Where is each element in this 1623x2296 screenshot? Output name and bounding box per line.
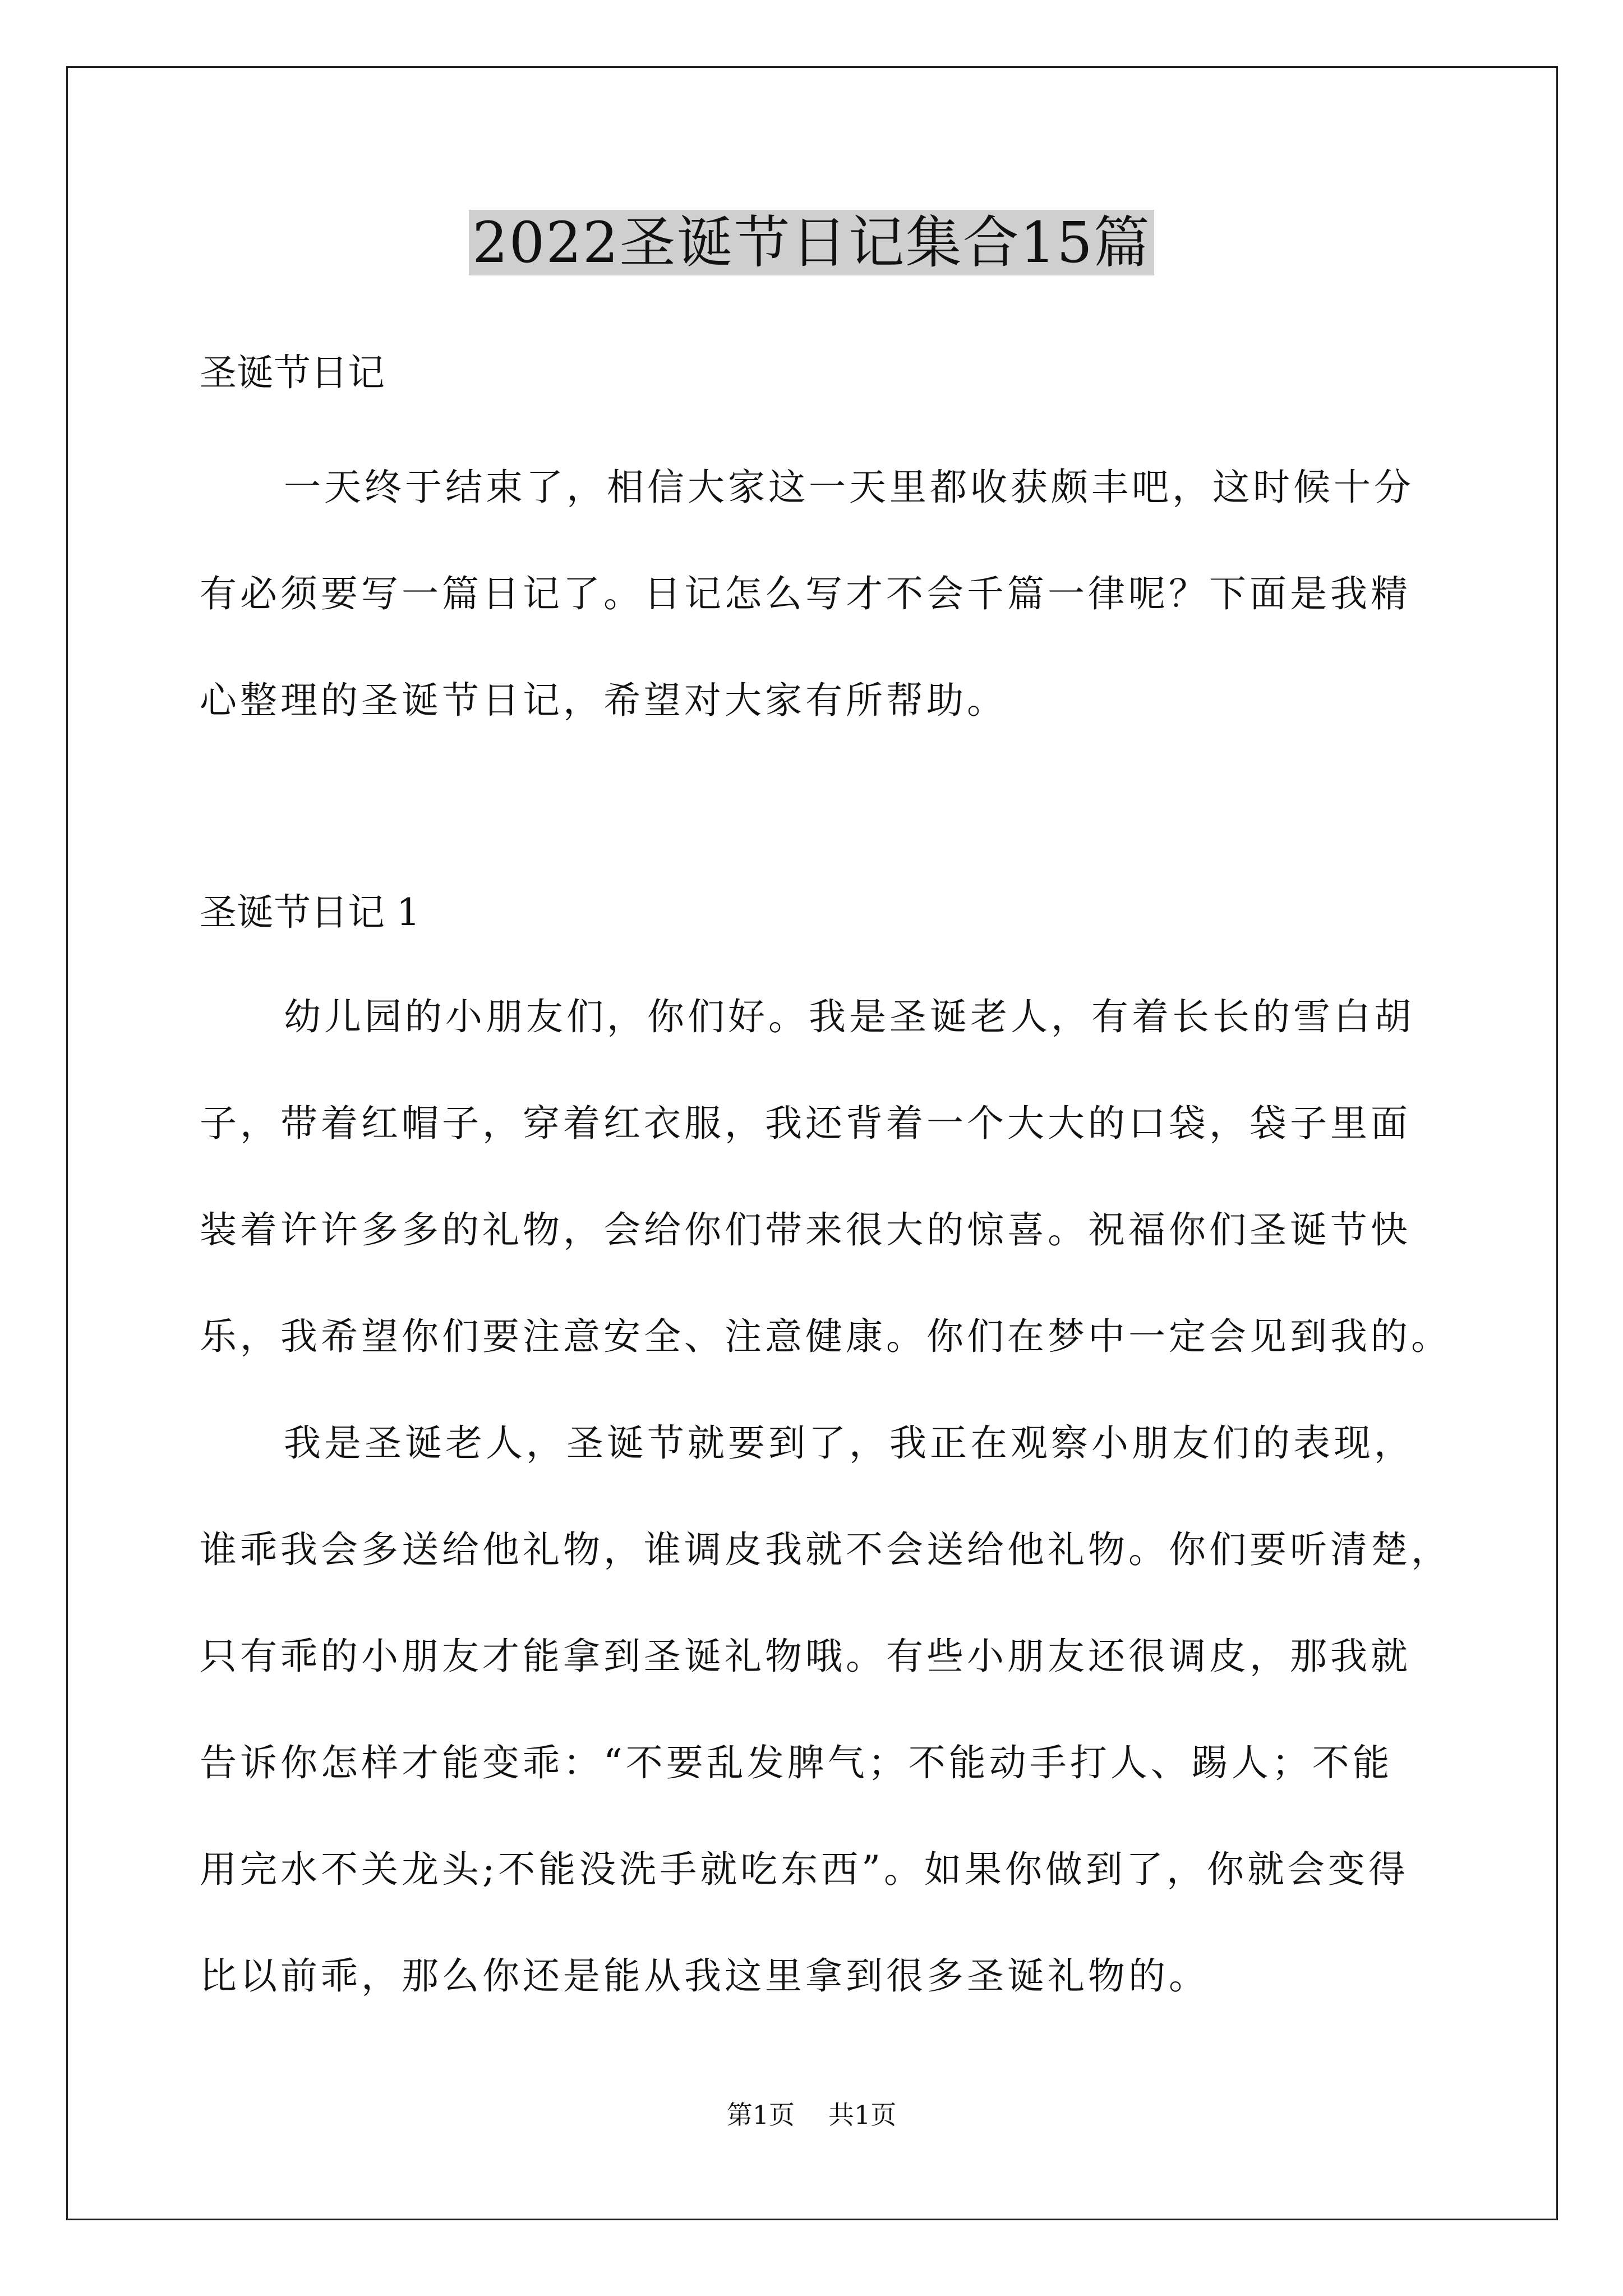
paragraph-line: 告诉你怎样才能变乖：“不要乱发脾气；不能动手打人、踢人；不能 [200, 1741, 1393, 1784]
paragraph-line: 我是圣诞老人，圣诞节就要到了，我正在观察小朋友们的表现， [284, 1421, 1414, 1465]
paragraph-line: 用完水不关龙头;不能没洗手就吃东西”。如果你做到了，你就会变得 [200, 1848, 1409, 1891]
paragraph-line: 子，带着红帽子，穿着红衣服，我还背着一个大大的口袋，袋子里面 [200, 1102, 1411, 1145]
intro-heading: 圣诞节日记 [200, 351, 385, 394]
intro-paragraph [200, 434, 1461, 754]
document-title-text: 2022圣诞节日记集合15篇 [469, 210, 1154, 275]
paragraph-line: 幼儿园的小朋友们，你们好。我是圣诞老人，有着长长的雪白胡 [284, 995, 1414, 1038]
paragraph-line: 一天终于结束了，相信大家这一天里都收获颇丰吧，这时候十分 [284, 466, 1414, 509]
paragraph-line: 比以前乖，那么你还是能从我这里拿到很多圣诞礼物的。 [200, 1954, 1209, 1998]
paragraph-line: 心整理的圣诞节日记，希望对大家有所帮助。 [200, 679, 1007, 722]
paragraph-line: 乐，我希望你们要注意安全、注意健康。你们在梦中一定会见到我的。 [200, 1315, 1451, 1358]
page-footer [0, 2098, 1623, 2132]
page-total: 共1页 [828, 2100, 897, 2130]
section-1-paragraph-2 [200, 1390, 1461, 2030]
document-title [0, 206, 1623, 279]
paragraph-line: 谁乖我会多送给他礼物，谁调皮我就不会送给他礼物。你们要听清楚， [200, 1528, 1451, 1571]
paragraph-line: 装着许许多多的礼物，会给你们带来很大的惊喜。祝福你们圣诞节快 [200, 1208, 1411, 1251]
section-heading-1: 圣诞节日记 1 [200, 891, 420, 934]
section-1-paragraph-1 [200, 964, 1461, 1390]
page-number: 第1页 [726, 2100, 795, 2130]
paragraph-line: 有必须要写一篇日记了。日记怎么写才不会千篇一律呢？下面是我精 [200, 572, 1411, 615]
paragraph-line: 只有乖的小朋友才能拿到圣诞礼物哦。有些小朋友还很调皮，那我就 [200, 1635, 1411, 1678]
